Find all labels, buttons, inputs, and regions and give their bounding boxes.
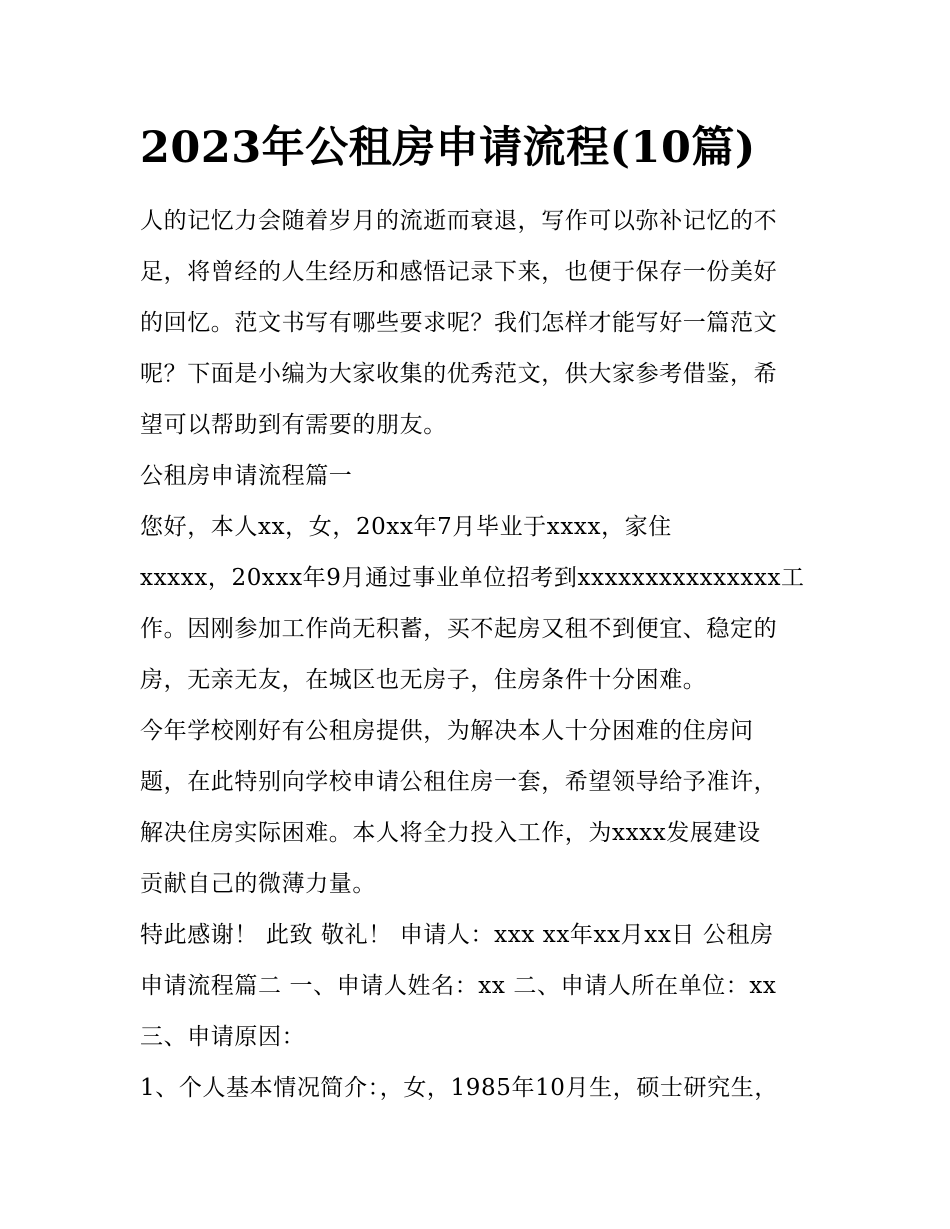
body-line: 人的记忆力会随着岁月的流逝而衰退，写作可以弥补记忆的不 bbox=[140, 208, 778, 234]
body-line: xxxxx，20xxx年9月通过事业单位招考到xxxxxxxxxxxxxxx工 bbox=[140, 565, 805, 591]
body-line: 申请流程篇二 一、申请人姓名：xx 二、申请人所在单位：xx bbox=[140, 973, 777, 999]
body-line: 的回忆。范文书写有哪些要求呢？我们怎样才能写好一篇范文 bbox=[140, 310, 778, 336]
body-line: 题，在此特别向学校申请公租住房一套，希望领导给予准许， bbox=[140, 769, 778, 795]
body-line: 贡献自己的微薄力量。 bbox=[140, 871, 376, 897]
body-line: 您好，本人xx，女，20xx年7月毕业于xxxx，家住 bbox=[140, 514, 672, 540]
body-line: 房，无亲无友，在城区也无房子，住房条件十分困难。 bbox=[140, 667, 707, 693]
body-line: 1、个人基本情况简介：，女，1985年10月生，硕士研究生， bbox=[140, 1075, 778, 1101]
body-line: 望可以帮助到有需要的朋友。 bbox=[140, 412, 447, 438]
body-line: 足，将曾经的人生经历和感悟记录下来，也便于保存一份美好 bbox=[140, 259, 778, 285]
body-line: 作。因刚参加工作尚无积蓄，买不起房又租不到便宜、稳定的 bbox=[140, 616, 778, 642]
body-line: 三、申请原因： bbox=[140, 1024, 306, 1050]
document-title: 2023年公租房申请流程(10篇) bbox=[140, 123, 756, 173]
body-line: 特此感谢！ 此致 敬礼！ 申请人：xxx xx年xx月xx日 公租房 bbox=[140, 922, 774, 948]
body-line: 解决住房实际困难。本人将全力投入工作，为xxxx发展建设 bbox=[140, 820, 761, 846]
body-line: 呢？下面是小编为大家收集的优秀范文，供大家参考借鉴，希 bbox=[140, 361, 778, 387]
body-line: 今年学校刚好有公租房提供，为解决本人十分困难的住房问 bbox=[140, 718, 754, 744]
section-heading: 公租房申请流程篇一 bbox=[140, 463, 353, 489]
